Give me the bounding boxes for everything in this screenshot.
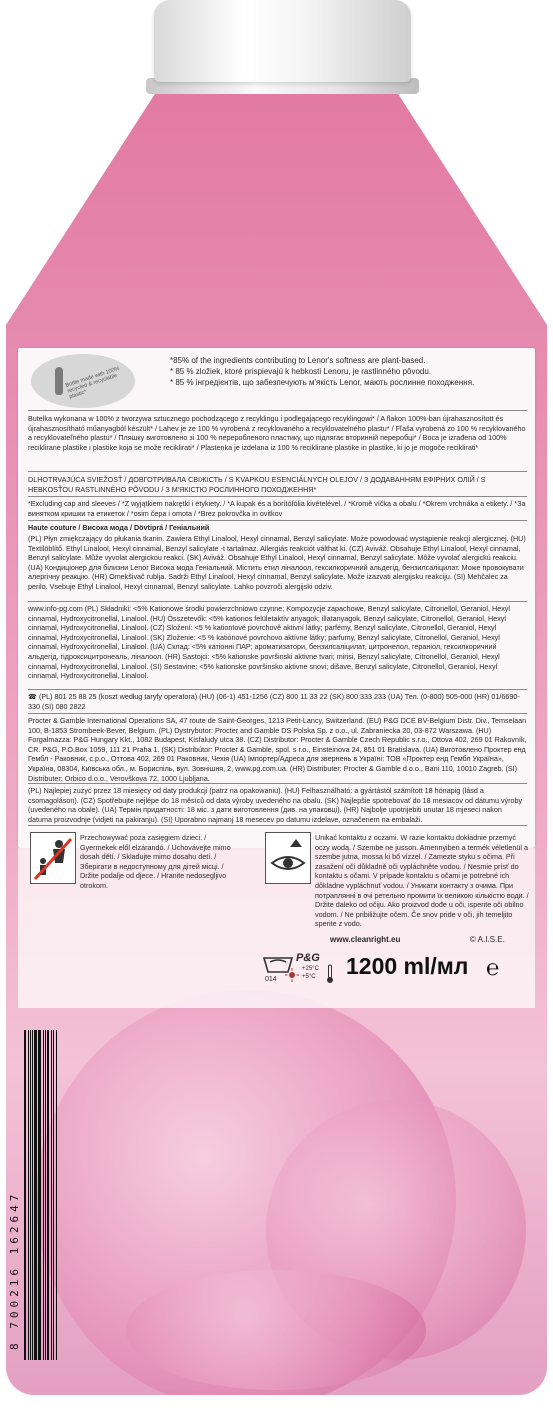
plant-based-claims [170,355,530,388]
divider [28,410,527,411]
estimated-sign-icon: ℮ [486,955,500,980]
divider [28,825,527,826]
cleanright-link[interactable]: www.cleanright.eu [330,935,401,944]
plant-based-en: *85% of the ingredients contributing to Lenor's softness are plant-based. [170,356,426,365]
temp-min: +5°C [302,974,316,980]
aise-copyright: © A.I.S.E. [470,935,505,944]
plant-based-sk: * 85 % zložiek, ktoré prispievajú k hebkosti Lenoru, je rastlinného pôvodu. [170,367,432,376]
keep-away-children-icon [30,832,76,884]
barcode-bar [57,1030,58,1360]
sun-icon [285,968,299,982]
freshness-claims: DLHOTRVAJÚCA SVIEŽOSŤ / ДОВГОТРИВАЛА СВІЖІСТЬ / S KVAPKOU ESENCIÁLNYCH OLEJOV / З ДОДАВАННЯМ ЕФІРНИХ ОЛІЙ / S HEBKOSŤOU RASTLINNÉHO PÔVODU / З М'ЯКІСТЮ РОСЛИННОГО ПОХОДЖЕННЯ* [28,475,486,494]
composition: www.info-pg.com (PL) Składniki: <5% Kationowe środki powierzchniowo czynne; Kompozycje zapachowe, Benzyl salicylate, Citronellol, Geraniol, Hexyl cinnamal, Hydroxycitronellal, Linalool. (HU) Összetevők: <5% kationos felületaktív anyagok; illatanyagok, Benzyl salicylate, Citronellol, Geraniol, Hexyl cinnamal, Hydroxycitronellal, Linalool. (CZ) Složení: <5 % kationtové povrchově aktivní látky; parfémy, Benzyl salicylate, Citronellol, Geraniol, Hexyl cinnamal, Hydroxycitronellal, Linalool. (SK) Zloženie: <5 % katiónové povrchovo aktívne látky; parfumy, Benzyl salicylate, Citronellol, Geraniol, Hexyl cinnamal, Hydroxycitronellal, Linalool. (UA) Склад: <5% катіонні ПАР; ароматизатори, бензилсаліцилат, цитронелол, гераніол, гексилкоричний альдегід, гідроксицитронеаль, ліналоол. (HR) Sastojci: <5% kationske površinski aktivne tvari; mirisi, Benzyl salicylate, Citronellol, Geraniol, Hexyl cinnamal, Hydroxycitronellal, Linalool. (SI) Sestavine: <5% kationske površinsko aktivne snovi; dišave, Benzyl salicylate, Citronellol, Geraniol, Hexyl cinnamal, Hydroxycitronellal, Linalool. [28,604,510,681]
address: Procter & Gamble International Operations SA, 47 route de Saint-Georges, 1213 Petit-Lancy, Switzerland. (EU) P&G DCE BV-Belgium Distr. Div., Temselaan 100, B-1853 Strombeek-Bever, Belgium. (PL) Dystrybutor: Procter and Gamble DS Polska Sp. z o.o., ul. Zabraniecka 20, 03-872 Warszawa. (HU) Forgalmazza: P&G Hungary Kkt., 1082 Budapest, Kisfaludy utca 38. (CZ) Distributor: Procter & Gamble Czech Republic s.r.o., Ottova 402, 269 01 Rakovník, CR. P&G, P.O.Box 1059, 111 21 Praha 1. (SK) Distribútor: Procter & Gamble, spol. s r.o., Einsteinova 24, 851 01 Bratislava. (UA) Виготовлено Проктер енд Гембл - Раковник, с.р.о., Оттова 402, 269 01 Раковник, Чехія (UA) Імпортер/Адреса для звернень в Україні: ТОВ «Проктер енд Гембл Україна», Україна, 08304, Київська обл., м. Бориспіль, вул. Зовнішня, 2, www.pg.com.ua. (HR) Distributer: Procter & Gamble d.o.o., Bani 110, 10010 Zagreb. (SI) Distributer: Orbico d.o.o., Verovškova 72, 1000 Ljubljana. [28,716,527,783]
variant-name: Haute couture / Висока мода / Dövtiprá / Геніальний [28,523,210,532]
volume: 1200 ml/мл [346,953,469,979]
temp-max: +25°C [302,966,319,972]
product-code: 014 [265,976,277,983]
divider [28,783,527,784]
divider [28,713,527,714]
thermometer-icon [326,964,334,984]
pg-logo: P&G [296,952,320,964]
divider [28,496,527,497]
divider [28,601,527,602]
storage-temperature [302,965,319,981]
excluding-note: *Excluding cap and sleeves / *Z wyjątkiem nakrętki i etykiety. / *A kupak és a borítófólia kivételével. / *Kromě víčka a obalu / *Okrem vrchnáka a etikety. / *За винятком кришки та етикеток / *osim čepa i omota / *Brez pokrovčka in ovitkov [28,499,526,518]
divider [28,520,527,521]
ingredients-warning: (PL) Płyn zmiękczający do płukania tkanin. Zawiera Ethyl Linalool, Hexyl cinnamal, Benzyl salicylate. Może powodować wystąpienie reakcji alergicznej. (HU) Textilöblítő. Ethyl Linalool, Hexyl cinnamal, Benzyl salicylate -t tartalmaz. Allergiás reakciót válthat ki. (CZ) Aviváž. Obsahuje Ethyl Linalool, Hexyl cinnamal, Benzyl salicylate. Může vyvolat alergickou reakci. (SK) Aviváž. Obsahuje Ethyl Linalool, Hexyl cinnamal, Benzyl salicylate. Môže vyvolať alergickú reakciu. (UA) Кондиціонер для білизни Lenor Висока мода Геніальний. Містить етил ліналоол, гексилкоричний альдегід, бензилсаліцилат. Може провокувати алергічну реакцію. (HR) Omekšivač rublja. Sadrži Ethyl Linalool, Hexyl cinnamal, Benzyl salicylate. Može izazvati alergijsku reakciju. (SI) Mehčalec za perilo. Vsebuje Ethyl Linalool, Hexyl cinnamal, Benzyl salicylate. Lahko povzroči alergijski odziv. [28,534,526,591]
recycled-plastic-seal [31,354,135,408]
phone-numbers: ☎ (PL) 801 25 88 25 (koszt według taryfy operatora) (HU) (06-1) 451-1256 (CZ) 800 11 33 22 (SK) 800 333 233 (UA) Тел. (0-800) 505-000 (HR) 01/6690-330 (SI) 080 2822 [28,692,520,711]
barcode [24,1030,58,1360]
shelf-life: (PL) Najlepiej zużyć przez 18 miesięcy od daty produkcji (patrz na opakowaniu). (HU) Felhasználható: a gyártástól számított 18 hónapig (lásd a csomagoláson). (CZ) Spotřebujte nejlépe do 18 měsíců od data výroby uvedeného na obalu. (SK) Najlepšie spotrebovať do 18 mesiacov od dátumu výroby (uvedeného na obale). (UA) Термін придатності: 18 міс. з дати виготовлення (див. на упаковці). (HR) Najbolje upotrijebiti unutar 18 mjeseci nakon datuma proizvodnje (vidjeti na pakiranju). (SI) Uporabno najmanj 18 mesecev po datumu izdelave, označenem na embalaži. [28,786,523,824]
plant-based-ua: * 85 % інгредієнтів, що забезпечують м'якість Lenor, мають рослинне походження. [170,378,475,387]
bottle-icon [55,367,63,395]
eye-irritation-icon [265,832,311,884]
barcode-number: 8 700216 162647 [8,1190,21,1350]
divider [28,689,527,690]
peony-petal [126,1270,426,1390]
divider [28,471,527,472]
recycled-statement: Butelka wykonana w 100% z tworzywa sztucznego pochodzącego z recyklingu i podlegającego recyklingowi* / A flakon 100%-ban újrahasznosított és újrahasznosítható műanyagból készült* / Lahev je ze 100 % vyrobená z recyklovaného a recyklovatelného plastu* / Fľaša vyrobená zo 100 % recyklovaného a recyklovateľného plastu* / Пляшку виготовлено зі 100 % переробленого пластику, що підлягає вторинній переробці* / Boca je izrađena od 100% reciklirane plastike i plastike koja se može reciklirati* / Plastenka je izdelana iz 100 % recikliranе plastike in plastike, ki jo je mogoče reciklirati* [28,414,526,452]
seal-text: Bottle made with 100% recycled & recyclable plastic* [64,365,120,401]
eye-warning: Unikać kontaktu z oczami. W razie kontaktu dokładnie przemyć oczy wodą. / Szembe ne jusson. Amennyiben a termék véletlenül a szembe jutna, mossa ki bő vízzel. / Zamezte styku s očima. Při zasažení očí důkladně oči vypláchněte vodou. / Nesmie prísť do kontaktu s očami. V prípade kontaktu s očami je potrebné ich dôkladne vypláchnuť vodou. / Уникати контакту з очима. При потраплянні в очі ретельно промити їх великою кількістю води. / Držite daleko od očiju. Ako proizvod dođe u oči, isperite oči obilno vodom. / Ne pribiližujte očem. Če snov pride v oči, jih temeljito sperite z vodo. [315,833,529,929]
bottle-cap [154,0,411,82]
children-warning: Przechowywać poza zasięgiem dzieci. / Gyermekek elől elzárandó. / Uchovávejte mimo dosah dětí. / Skladujte mimo dosahu detí. / Зберігати в недоступному для дітей місці. / Držite podalje od djece. / Hranite nedosegljivo otrokom. [80,833,231,890]
